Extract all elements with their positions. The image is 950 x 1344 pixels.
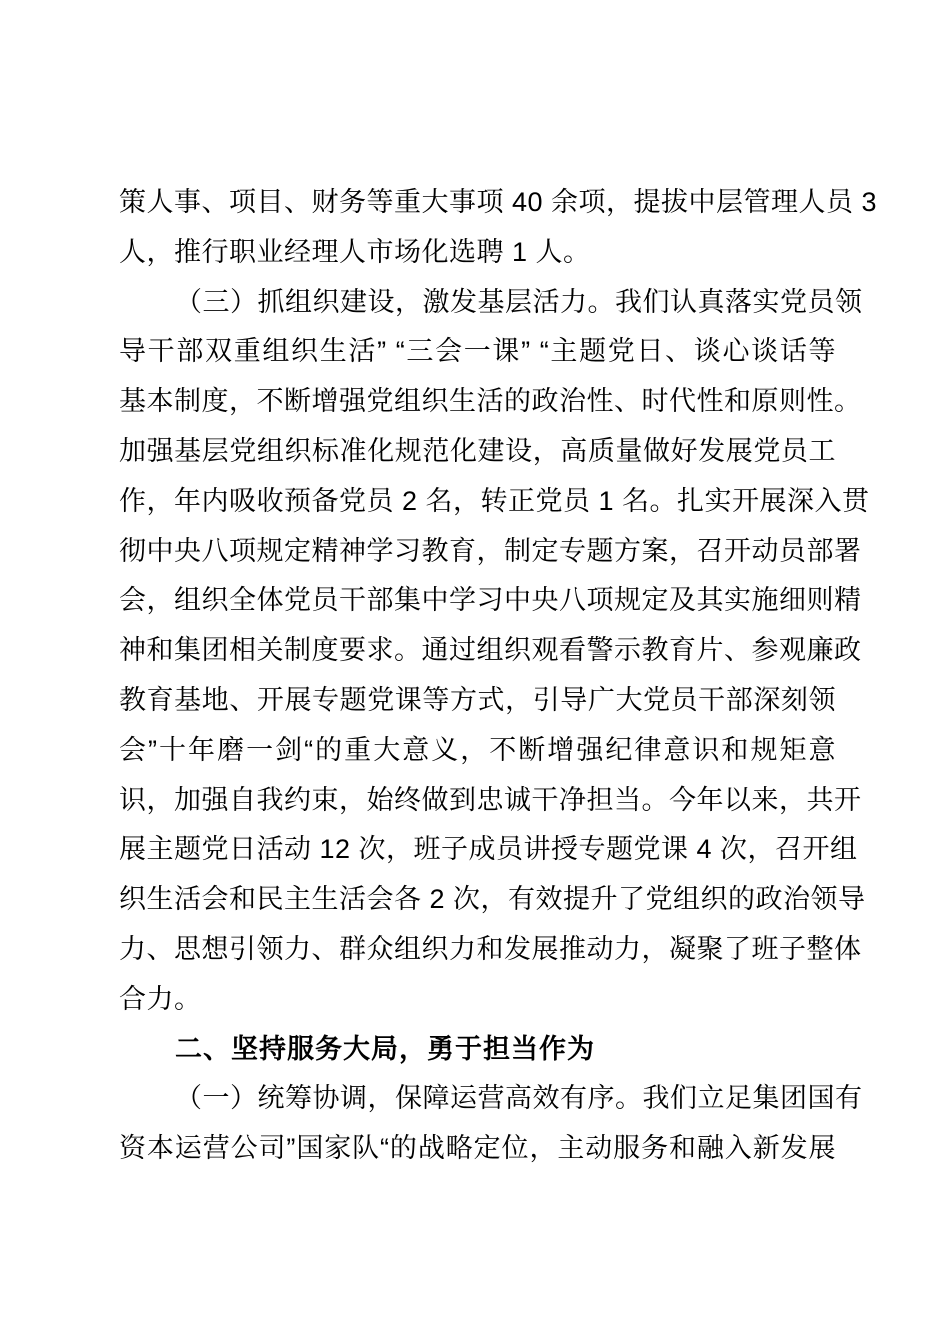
text-line: 基本制度，不断增强党组织生活的政治性、时代性和原则性。	[119, 386, 862, 417]
text-line: 资本运营公司”国家队“的战略定位，主动服务和融入新发展	[119, 1133, 836, 1164]
text-line: 合力。	[119, 983, 202, 1014]
document-text-block	[119, 178, 878, 1174]
text-line: 作，年内吸收预备党员 2 名，转正党员 1 名。扎实开展深入贯	[119, 485, 870, 516]
text-line: 织生活会和民主生活会各 2 次，有效提升了党组织的政治领导	[119, 884, 866, 915]
text-line: 会，组织全体党员干部集中学习中央八项规定及其实施细则精	[119, 585, 862, 616]
text-line: 彻中央八项规定精神学习教育，制定专题方案，召开动员部署	[119, 535, 862, 566]
text-line: 会”十年磨一剑“的重大意义，不断增强纪律意识和规矩意	[119, 734, 836, 765]
section-heading: 二、坚持服务大局，勇于担当作为	[175, 1033, 595, 1064]
text-line: 识，加强自我约束，始终做到忠诚干净担当。今年以来，共开	[119, 784, 862, 815]
text-line: 人，推行职业经理人市场化选聘 1 人。	[119, 236, 591, 267]
text-line: 加强基层党组织标准化规范化建设，高质量做好发展党员工	[119, 435, 836, 466]
text-line: 策人事、项目、财务等重大事项 40 余项，提拔中层管理人员 3	[119, 187, 878, 217]
text-line: 导干部双重组织生活” “三会一课” “主题党日、谈心谈话等	[119, 336, 836, 367]
text-line: （一）统筹协调，保障运营高效有序。我们立足集团国有	[175, 1083, 863, 1114]
text-line: 力、思想引领力、群众组织力和发展推动力，凝聚了班子整体	[119, 933, 862, 964]
text-line: （三）抓组织建设，激发基层活力。我们认真落实党员领	[175, 286, 863, 317]
text-line: 神和集团相关制度要求。通过组织观看警示教育片、参观廉政	[119, 635, 862, 666]
text-line: 展主题党日活动 12 次，班子成员讲授专题党课 4 次，召开组	[119, 834, 858, 865]
text-line: 教育基地、开展专题党课等方式，引导广大党员干部深刻领	[119, 684, 836, 715]
